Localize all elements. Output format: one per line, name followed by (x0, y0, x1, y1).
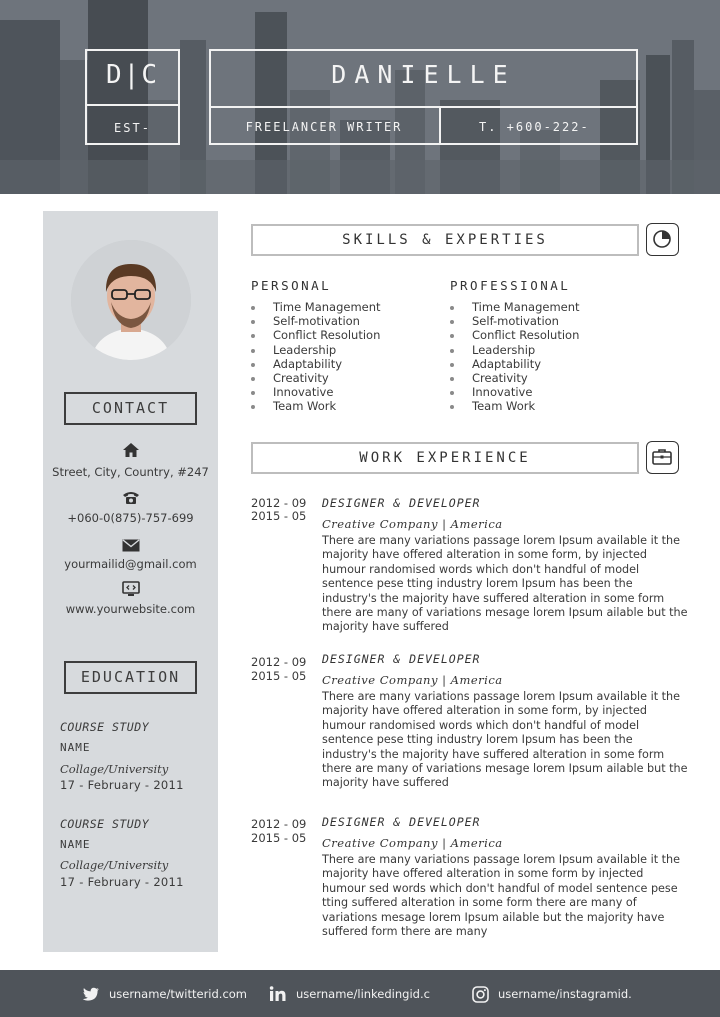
footer-bar (0, 970, 720, 1017)
job-title: DESIGNER & DEVELOPER (322, 652, 481, 666)
experience-heading-box (251, 442, 639, 474)
list-item: Leadership (251, 343, 381, 357)
list-item: Self-motivation (251, 314, 381, 328)
phone-number: T. +600-222- (479, 120, 590, 134)
job-entry (251, 815, 691, 955)
edu-date: 17 - February - 2011 (60, 778, 184, 792)
list-item: Time Management (251, 300, 381, 314)
skills-heading-box (251, 224, 639, 256)
job-company: Creative Company | America (322, 673, 503, 687)
instagram-handle: username/instagramid. (498, 987, 632, 1001)
job-company: Creative Company | America (322, 836, 503, 850)
job-start-date: 2012 - 09 (251, 817, 307, 831)
edu-name: NAME (60, 838, 91, 851)
list-item: Time Management (450, 300, 580, 314)
list-item: Adaptability (450, 357, 580, 371)
list-item: Conflict Resolution (251, 328, 381, 342)
website-icon (43, 581, 218, 601)
edu-name: NAME (60, 741, 91, 754)
sidebar (43, 211, 218, 952)
job-end-date: 2015 - 05 (251, 509, 307, 523)
edu-date: 17 - February - 2011 (60, 875, 184, 889)
edu-college: Collage/University (60, 858, 169, 872)
phone-icon (43, 490, 218, 509)
job-start-date: 2012 - 09 (251, 496, 307, 510)
twitter-link[interactable] (82, 984, 247, 1004)
mail-icon (43, 537, 218, 556)
job-start-date: 2012 - 09 (251, 655, 307, 669)
name-divider (209, 106, 638, 108)
contact-heading: CONTACT (64, 392, 197, 425)
candidate-name: DANIELLE (331, 60, 516, 89)
briefcase-icon (646, 441, 679, 474)
job-end-date: 2015 - 05 (251, 831, 307, 845)
linkedin-link[interactable] (269, 984, 430, 1004)
list-item: Conflict Resolution (450, 328, 580, 342)
job-entry (251, 496, 691, 641)
personal-skills-list (251, 300, 381, 414)
instagram-link[interactable] (472, 984, 632, 1004)
monogram-divider (85, 104, 180, 106)
job-description: There are many variations passage lorem Ipsum available it the majority have offered alteration in some form, by injected humour randomised words which don't handful of model sentence pese tting industry lorem Ipsum has been the industry's the majority have suffered alteration in some form there are many of variations mesage lorem Ipsum ailable but the majority have suffered (322, 690, 688, 790)
skills-heading: SKILLS & EXPERTIES (342, 232, 548, 248)
linkedin-icon (269, 986, 287, 1002)
profile-photo (71, 240, 191, 360)
list-item: Self-motivation (450, 314, 580, 328)
instagram-icon (472, 986, 489, 1003)
list-item: Team Work (450, 399, 580, 413)
linkedin-handle: username/linkedingid.c (296, 987, 430, 1001)
header-banner (0, 0, 720, 194)
twitter-icon (82, 987, 100, 1002)
education-heading: EDUCATION (64, 661, 197, 694)
professional-skills-heading: PROFESSIONAL (450, 278, 571, 293)
job-role: FREELANCER WRITER (245, 120, 403, 134)
edu-course: COURSE STUDY (60, 720, 150, 734)
professional-skills-list (450, 300, 580, 414)
edu-course: COURSE STUDY (60, 817, 150, 831)
est-label: EST- (114, 121, 151, 135)
list-item: Innovative (251, 385, 381, 399)
job-entry (251, 652, 691, 802)
contact-address: Street, City, Country, #247 (52, 465, 209, 479)
contact-email[interactable]: yourmailid@gmail.com (64, 557, 197, 571)
job-end-date: 2015 - 05 (251, 669, 307, 683)
job-description: There are many variations passage lorem Ipsum available it the majority have offered alteration in some form by injected humour sed words which don't handful of model sentence pese tting suffered alteration in some form there are many of variations mesage lorem Ipsum ailable but the majority have suffered form there are many (322, 853, 681, 939)
list-item: Adaptability (251, 357, 381, 371)
job-title: DESIGNER & DEVELOPER (322, 815, 481, 829)
twitter-handle: username/twitterid.com (109, 987, 248, 1001)
pie-chart-icon (646, 223, 679, 256)
list-item: Team Work (251, 399, 381, 413)
edu-college: Collage/University (60, 762, 169, 776)
list-item: Creativity (251, 371, 381, 385)
list-item: Innovative (450, 385, 580, 399)
monogram: D|C (106, 60, 159, 90)
personal-skills-heading: PERSONAL (251, 278, 332, 293)
experience-heading: WORK EXPERIENCE (359, 450, 531, 466)
job-title: DESIGNER & DEVELOPER (322, 496, 481, 510)
list-item: Creativity (450, 371, 580, 385)
list-item: Leadership (450, 343, 580, 357)
home-icon (43, 442, 218, 462)
contact-phone: +060-0(875)-757-699 (67, 511, 194, 525)
contact-website[interactable]: www.yourwebsite.com (65, 602, 196, 616)
job-description: There are many variations passage lorem Ipsum available it the majority have offered alteration in some form, by injected humour randomised words which don't handful of model sentence pese tting industry lorem Ipsum has been the industry's the majority have suffered alteration in some form there are many of variations mesage lorem Ipsum ailable but the majority have suffered (322, 534, 688, 634)
job-company: Creative Company | America (322, 517, 503, 531)
